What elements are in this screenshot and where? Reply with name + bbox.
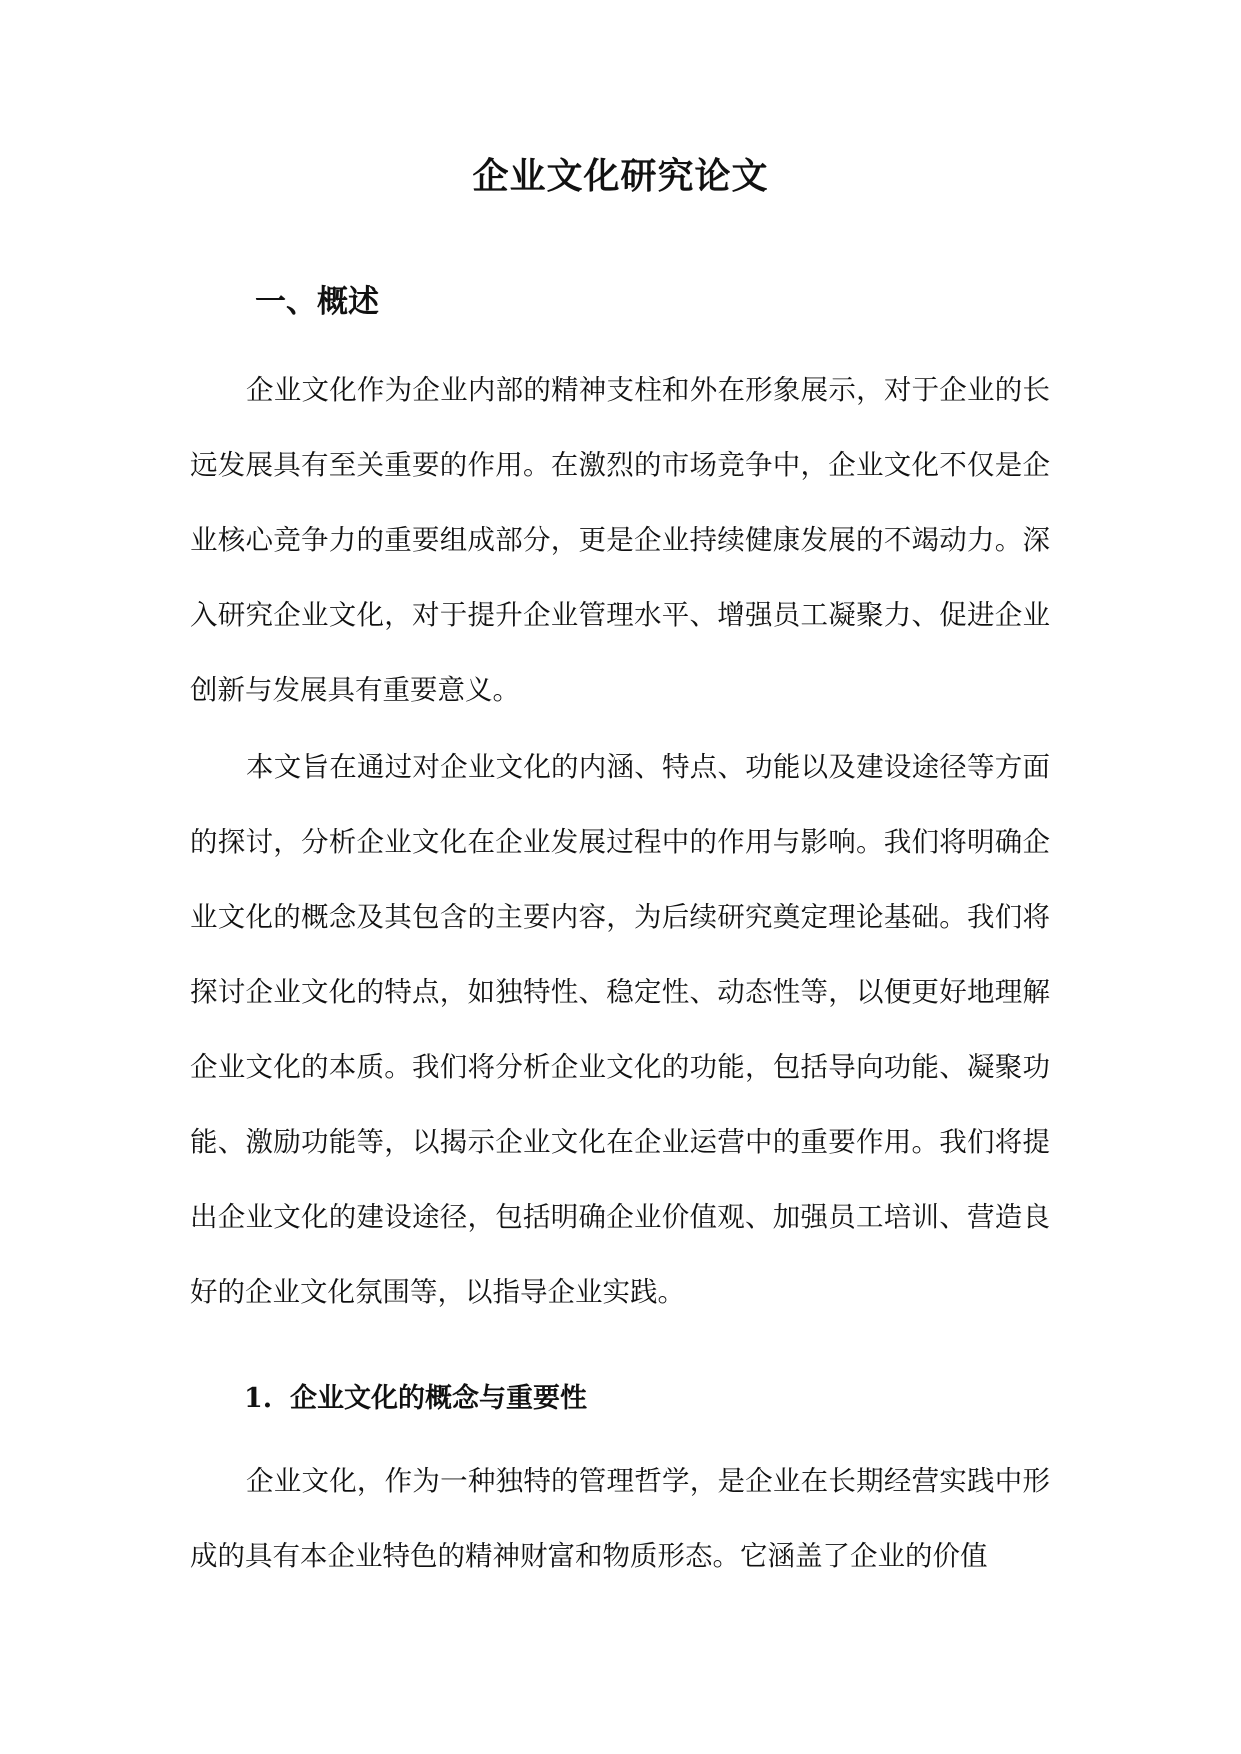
paragraph-overview-1: 企业文化作为企业内部的精神支柱和外在形象展示，对于企业的长远发展具有至关重要的作用。在激烈的市场竞争中，企业文化不仅是企业核心竞争力的重要组成部分，更是企业持续健康发展的不竭动力。深入研究企业文化，对于提升企业管理水平、增强员工凝聚力、促进企业创新与发展具有重要意义。 — [190, 374, 1050, 706]
subsection-number: 1. — [244, 1383, 273, 1414]
document-title: 企业文化研究论文 — [472, 155, 769, 197]
section-heading-overview: 一、概述 — [255, 284, 379, 320]
paragraph-overview-2: 本文旨在通过对企业文化的内涵、特点、功能以及建设途径等方面的探讨，分析企业文化在企业发展过程中的作用与影响。我们将明确企业文化的概念及其包含的主要内容，为后续研究奠定理论基础。我们将探讨企业文化的特点，如独特性、稳定性、动态性等，以便更好地理解企业文化的本质。我们将分析企业文化的功能，包括导向功能、凝聚功能、激励功能等，以揭示企业文化在企业运营中的重要作用。我们将提出企业文化的建设途径，包括明确企业价值观、加强员工培训、营造良好的企业文化氛围等，以指导企业实践。 — [190, 751, 1050, 1308]
subsection-heading-text: 企业文化的概念与重要性 — [290, 1383, 587, 1414]
paragraph-concept-1: 企业文化，作为一种独特的管理哲学，是企业在长期经营实践中形成的具有本企业特色的精神财富和物质形态。它涵盖了企业的价值 — [190, 1465, 1050, 1572]
subsection-heading-concept — [244, 1376, 587, 1422]
